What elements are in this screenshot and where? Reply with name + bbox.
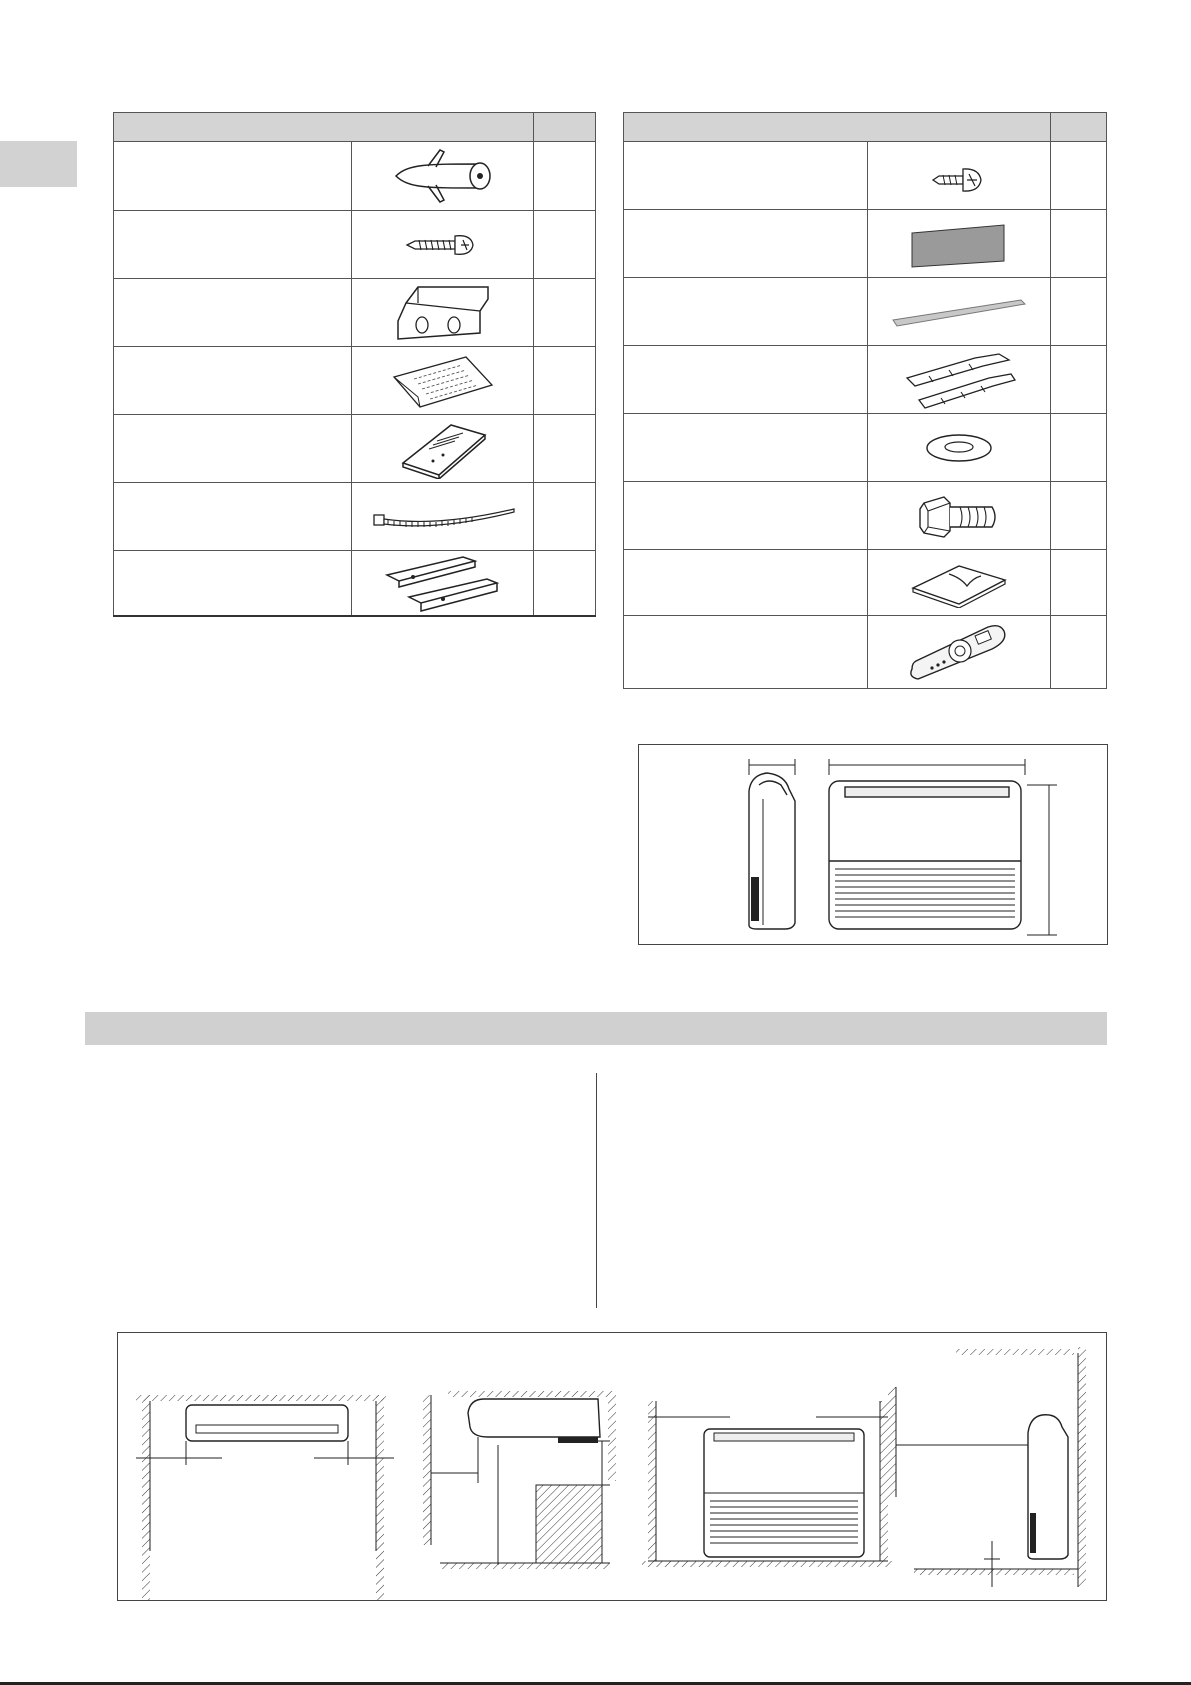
side-view-unit xyxy=(749,773,795,929)
part-qty xyxy=(1051,210,1107,278)
width-dimension-side xyxy=(749,759,795,775)
manual-booklet-icon xyxy=(352,415,534,483)
part-qty xyxy=(1051,142,1107,210)
part-qty xyxy=(1051,550,1107,616)
hex-bolt-icon xyxy=(868,482,1051,550)
table-row xyxy=(624,414,1107,482)
part-qty xyxy=(534,347,596,415)
wall-plug-icon xyxy=(352,142,534,211)
cable-tie-icon xyxy=(352,483,534,551)
part-qty xyxy=(1051,616,1107,689)
table-row xyxy=(114,211,596,279)
accessories-table-right xyxy=(623,112,1107,689)
table-row xyxy=(624,142,1107,210)
table-row xyxy=(624,278,1107,346)
table-row xyxy=(624,482,1107,550)
table-row xyxy=(624,210,1107,278)
table-row xyxy=(114,142,596,211)
part-qty xyxy=(534,415,596,483)
foam-strip-icon xyxy=(868,278,1051,346)
part-name xyxy=(624,346,868,414)
part-name xyxy=(114,415,352,483)
header-part-name xyxy=(624,113,1051,142)
installation-space-figure xyxy=(117,1332,1107,1601)
part-name xyxy=(624,482,868,550)
unit-dimensions-figure xyxy=(638,744,1108,945)
header-part-name xyxy=(114,113,534,142)
table-header xyxy=(114,113,596,142)
table-row xyxy=(114,279,596,347)
part-qty xyxy=(534,211,596,279)
insulation-pad-icon xyxy=(868,210,1051,278)
part-name xyxy=(114,483,352,551)
part-qty xyxy=(1051,346,1107,414)
column-divider xyxy=(596,1073,597,1308)
part-name xyxy=(624,210,868,278)
instruction-sheet-icon xyxy=(352,347,534,415)
part-qty xyxy=(534,142,596,211)
part-name xyxy=(114,551,352,617)
header-quantity xyxy=(1051,113,1107,142)
part-qty xyxy=(1051,278,1107,346)
table-row xyxy=(624,550,1107,616)
accessories-table-left xyxy=(113,112,596,617)
remote-controller-icon xyxy=(868,616,1051,689)
mounting-rails-icon xyxy=(352,551,534,617)
table-row xyxy=(114,551,596,617)
part-qty xyxy=(534,483,596,551)
part-name xyxy=(624,142,868,210)
screw-icon xyxy=(352,211,534,279)
height-dimension xyxy=(1027,785,1057,935)
table-row xyxy=(624,616,1107,689)
floor-front-view xyxy=(642,1401,892,1567)
table-row xyxy=(114,483,596,551)
hanging-brackets-icon xyxy=(868,346,1051,414)
part-qty xyxy=(534,279,596,347)
front-view-unit xyxy=(829,781,1021,929)
table-row xyxy=(624,346,1107,414)
ceiling-front-view xyxy=(136,1395,394,1600)
part-name xyxy=(624,414,868,482)
slotted-plate-icon xyxy=(868,550,1051,616)
part-name xyxy=(624,278,868,346)
header-quantity xyxy=(534,113,596,142)
washer-icon xyxy=(868,414,1051,482)
chapter-tab xyxy=(0,141,77,187)
bracket-plate-icon xyxy=(352,279,534,347)
part-name xyxy=(114,211,352,279)
part-name xyxy=(624,616,868,689)
part-qty xyxy=(1051,414,1107,482)
part-name xyxy=(114,142,352,211)
part-name xyxy=(114,347,352,415)
tapping-screw-icon xyxy=(868,142,1051,210)
table-row xyxy=(114,347,596,415)
part-name xyxy=(624,550,868,616)
section-header-bar xyxy=(85,1012,1107,1045)
floor-side-view xyxy=(888,1347,1086,1587)
table-row xyxy=(114,415,596,483)
table-header xyxy=(624,113,1107,142)
part-qty xyxy=(534,551,596,617)
part-name xyxy=(114,279,352,347)
part-qty xyxy=(1051,482,1107,550)
width-dimension-front xyxy=(829,759,1025,775)
ceiling-side-view xyxy=(423,1391,616,1569)
